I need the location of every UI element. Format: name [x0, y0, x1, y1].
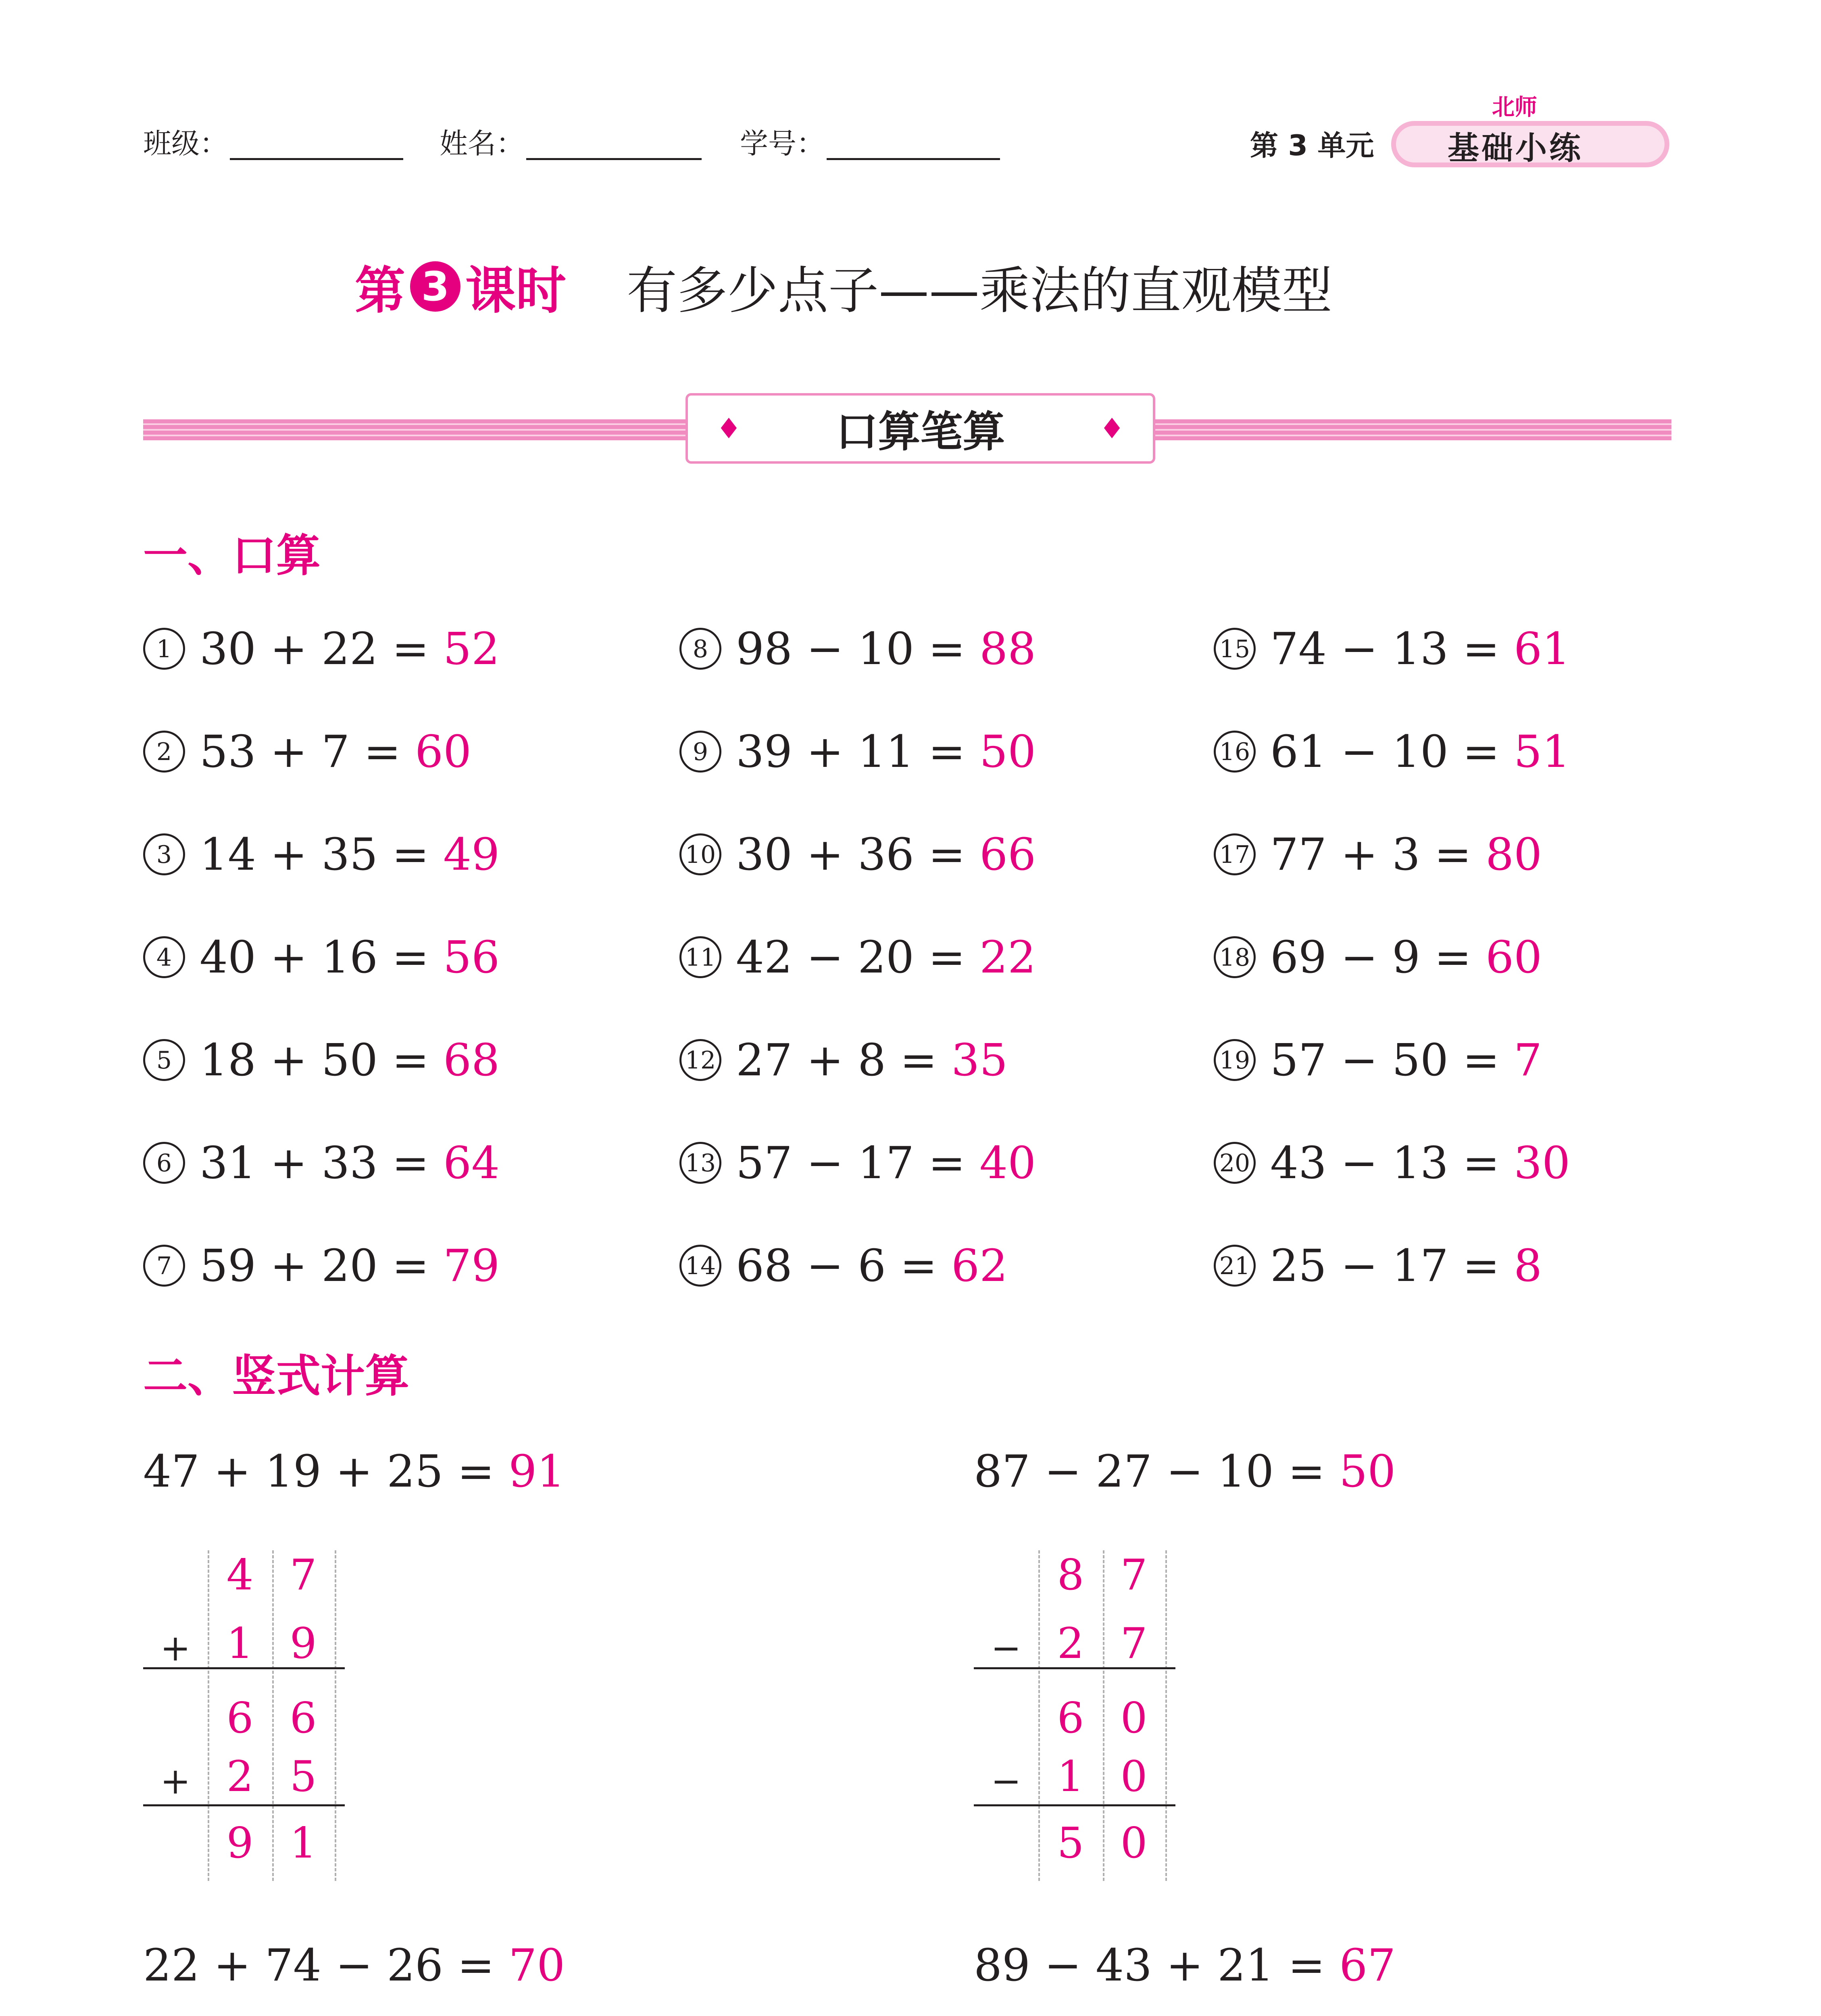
equation-answer: 70 — [508, 1939, 565, 1991]
problem-number: 18 — [1214, 936, 1256, 978]
problem-6 — [143, 1137, 500, 1189]
spacer — [1500, 726, 1514, 777]
problem-10 — [679, 829, 1036, 880]
problem-number: 3 — [143, 833, 185, 875]
sum-line — [974, 1804, 1175, 1806]
ones-digit: 7 — [290, 1550, 317, 1599]
problem-number: 5 — [143, 1039, 185, 1081]
problem-answer: 8 — [1514, 1240, 1542, 1291]
problem-expression: 14 + 35 = — [200, 829, 429, 880]
problem-8 — [679, 623, 1036, 675]
problem-number: 19 — [1214, 1039, 1256, 1081]
problem-answer: 66 — [979, 829, 1036, 880]
equation-3 — [143, 1939, 565, 1991]
ones-digit: 7 — [1120, 1619, 1148, 1668]
problem-12 — [679, 1034, 1008, 1086]
spacer — [429, 1034, 443, 1086]
spacer — [429, 931, 443, 983]
problem-number: 12 — [679, 1039, 721, 1081]
spacer — [429, 1240, 443, 1291]
equation-expr: 87 − 27 − 10 = — [974, 1445, 1325, 1497]
problem-expression: 31 + 33 = — [200, 1137, 429, 1189]
spacer — [1500, 1034, 1514, 1086]
sum-line — [143, 1804, 345, 1806]
tens-digit: 8 — [1057, 1550, 1084, 1599]
problem-answer: 50 — [979, 726, 1036, 777]
spacer — [429, 623, 443, 675]
problem-answer: 30 — [1514, 1137, 1571, 1189]
spacer — [1500, 1137, 1514, 1189]
tens-digit: 9 — [226, 1818, 254, 1868]
tens-digit: 2 — [226, 1752, 254, 1801]
spacer — [965, 623, 979, 675]
problem-answer: 7 — [1514, 1034, 1542, 1086]
problem-number: 16 — [1214, 731, 1256, 773]
equation-expr: 22 + 74 − 26 = — [143, 1939, 495, 1991]
tens-digit: 6 — [226, 1693, 254, 1743]
operator: − — [991, 1627, 1021, 1669]
problem-number: 15 — [1214, 628, 1256, 670]
ones-digit: 6 — [290, 1693, 317, 1743]
ones-digit: 1 — [290, 1818, 317, 1868]
spacer — [1500, 623, 1514, 675]
lesson-prefix: 第 — [355, 262, 405, 320]
spacer — [965, 931, 979, 983]
problem-5 — [143, 1034, 500, 1086]
problem-expression: 42 − 20 = — [736, 931, 966, 983]
problem-expression: 61 − 10 = — [1270, 726, 1500, 777]
equation-2 — [974, 1445, 1396, 1497]
problem-expression: 39 + 11 = — [736, 726, 966, 777]
problem-19 — [1214, 1034, 1542, 1086]
problem-expression: 59 + 20 = — [200, 1240, 429, 1291]
tens-digit: 2 — [1057, 1619, 1084, 1668]
spacer — [401, 726, 415, 777]
problem-answer: 49 — [443, 829, 500, 880]
class-label: 班级： — [143, 127, 228, 160]
diamond-icon: ♦ — [1099, 412, 1125, 445]
problem-answer: 51 — [1514, 726, 1571, 777]
section-banner — [685, 393, 1155, 464]
problem-answer: 62 — [951, 1240, 1008, 1291]
problem-expression: 25 − 17 = — [1270, 1240, 1500, 1291]
problem-number: 17 — [1214, 833, 1256, 875]
spacer — [429, 1137, 443, 1189]
problem-expression: 74 − 13 = — [1270, 623, 1500, 675]
ones-digit: 5 — [290, 1752, 317, 1801]
spacer — [965, 1137, 979, 1189]
problem-15 — [1214, 623, 1570, 675]
problem-16 — [1214, 726, 1570, 777]
problem-number: 11 — [679, 936, 721, 978]
tens-digit: 6 — [1057, 1693, 1084, 1743]
problem-expression: 57 − 50 = — [1270, 1034, 1500, 1086]
problem-expression: 30 + 22 = — [200, 623, 429, 675]
problem-number: 9 — [679, 731, 721, 773]
lesson-suffix: 课时 — [465, 262, 566, 320]
problem-answer: 56 — [443, 931, 500, 983]
problem-expression: 18 + 50 = — [200, 1034, 429, 1086]
vertical-calc-2 — [974, 1550, 1175, 1881]
lesson-subject: 有多少点子——乘法的直观模型 — [627, 262, 1332, 320]
problem-answer: 88 — [979, 623, 1036, 675]
operator: + — [160, 1627, 191, 1669]
tens-digit: 1 — [226, 1619, 254, 1668]
tens-digit: 1 — [1057, 1752, 1084, 1801]
problem-expression: 40 + 16 = — [200, 931, 429, 983]
id-blank[interactable] — [827, 158, 1000, 160]
spacer — [429, 829, 443, 880]
ones-digit: 0 — [1120, 1752, 1148, 1801]
spacer — [1500, 1240, 1514, 1291]
spacer — [1471, 829, 1486, 880]
problem-expression: 77 + 3 = — [1270, 829, 1472, 880]
problem-4 — [143, 931, 500, 983]
ones-digit: 0 — [1120, 1818, 1148, 1868]
unit-label: 第 3 单元 — [1250, 129, 1374, 162]
problem-answer: 60 — [1486, 931, 1542, 983]
problem-number: 2 — [143, 731, 185, 773]
problem-18 — [1214, 931, 1542, 983]
brand-publisher: 北师 — [1492, 94, 1537, 121]
problem-answer: 40 — [979, 1137, 1036, 1189]
problem-expression: 27 + 8 = — [736, 1034, 938, 1086]
problem-2 — [143, 726, 471, 777]
spacer — [965, 829, 979, 880]
problem-answer: 68 — [443, 1034, 500, 1086]
problem-answer: 61 — [1514, 623, 1571, 675]
problem-3 — [143, 829, 500, 880]
spacer — [965, 726, 979, 777]
class-blank[interactable] — [230, 158, 403, 160]
problem-number: 6 — [143, 1142, 185, 1184]
problem-expression: 69 − 9 = — [1270, 931, 1472, 983]
name-label: 姓名： — [440, 127, 524, 160]
operator: + — [160, 1760, 191, 1802]
problem-20 — [1214, 1137, 1570, 1189]
tens-digit: 4 — [226, 1550, 254, 1599]
equation-answer: 50 — [1339, 1445, 1396, 1497]
equation-1 — [143, 1445, 565, 1497]
problem-1 — [143, 623, 500, 675]
problem-number: 7 — [143, 1245, 185, 1287]
problem-14 — [679, 1240, 1008, 1291]
banner-title: 口算笔算 — [835, 407, 1005, 456]
problem-answer: 22 — [979, 931, 1036, 983]
problem-number: 20 — [1214, 1142, 1256, 1184]
problem-number: 1 — [143, 628, 185, 670]
equation-expr: 47 + 19 + 25 = — [143, 1445, 495, 1497]
problem-answer: 64 — [443, 1137, 500, 1189]
brand-series: 基础小练 — [1448, 130, 1583, 167]
tens-digit: 5 — [1057, 1818, 1084, 1868]
spacer — [937, 1240, 951, 1291]
problem-expression: 98 − 10 = — [736, 623, 966, 675]
section-1-heading: 一、口算 — [143, 530, 321, 581]
problem-21 — [1214, 1240, 1542, 1291]
equation-answer: 91 — [508, 1445, 565, 1497]
equation-answer: 67 — [1339, 1939, 1396, 1991]
problem-answer: 60 — [415, 726, 472, 777]
problem-number: 14 — [679, 1245, 721, 1287]
section-2-heading: 二、竖式计算 — [143, 1350, 409, 1402]
problem-answer: 35 — [951, 1034, 1008, 1086]
problem-expression: 57 − 17 = — [736, 1137, 966, 1189]
problem-number: 4 — [143, 936, 185, 978]
problem-number: 10 — [679, 833, 721, 875]
problem-number: 8 — [679, 628, 721, 670]
problem-number: 21 — [1214, 1245, 1256, 1287]
ones-digit: 7 — [1120, 1550, 1148, 1599]
ones-digit: 9 — [290, 1619, 317, 1668]
lesson-title — [355, 250, 1332, 323]
name-blank[interactable] — [526, 158, 702, 160]
spacer — [937, 1034, 951, 1086]
problem-answer: 79 — [443, 1240, 500, 1291]
operator: − — [991, 1760, 1021, 1802]
vertical-calc-1 — [143, 1550, 345, 1881]
problem-7 — [143, 1240, 500, 1291]
id-label: 学号： — [740, 127, 825, 160]
problem-expression: 68 − 6 = — [736, 1240, 938, 1291]
problem-11 — [679, 931, 1036, 983]
problem-17 — [1214, 829, 1542, 880]
lesson-number: 3 — [410, 261, 460, 312]
equation-4 — [974, 1939, 1396, 1991]
problem-expression: 53 + 7 = — [200, 726, 401, 777]
problem-answer: 80 — [1486, 829, 1542, 880]
equation-expr: 89 − 43 + 21 = — [974, 1939, 1325, 1991]
problem-expression: 30 + 36 = — [736, 829, 966, 880]
spacer — [1471, 931, 1486, 983]
problem-9 — [679, 726, 1036, 777]
diamond-icon: ♦ — [716, 412, 742, 445]
ones-digit: 0 — [1120, 1693, 1148, 1743]
problem-expression: 43 − 13 = — [1270, 1137, 1500, 1189]
problem-number: 13 — [679, 1142, 721, 1184]
problem-13 — [679, 1137, 1036, 1189]
problem-answer: 52 — [443, 623, 500, 675]
